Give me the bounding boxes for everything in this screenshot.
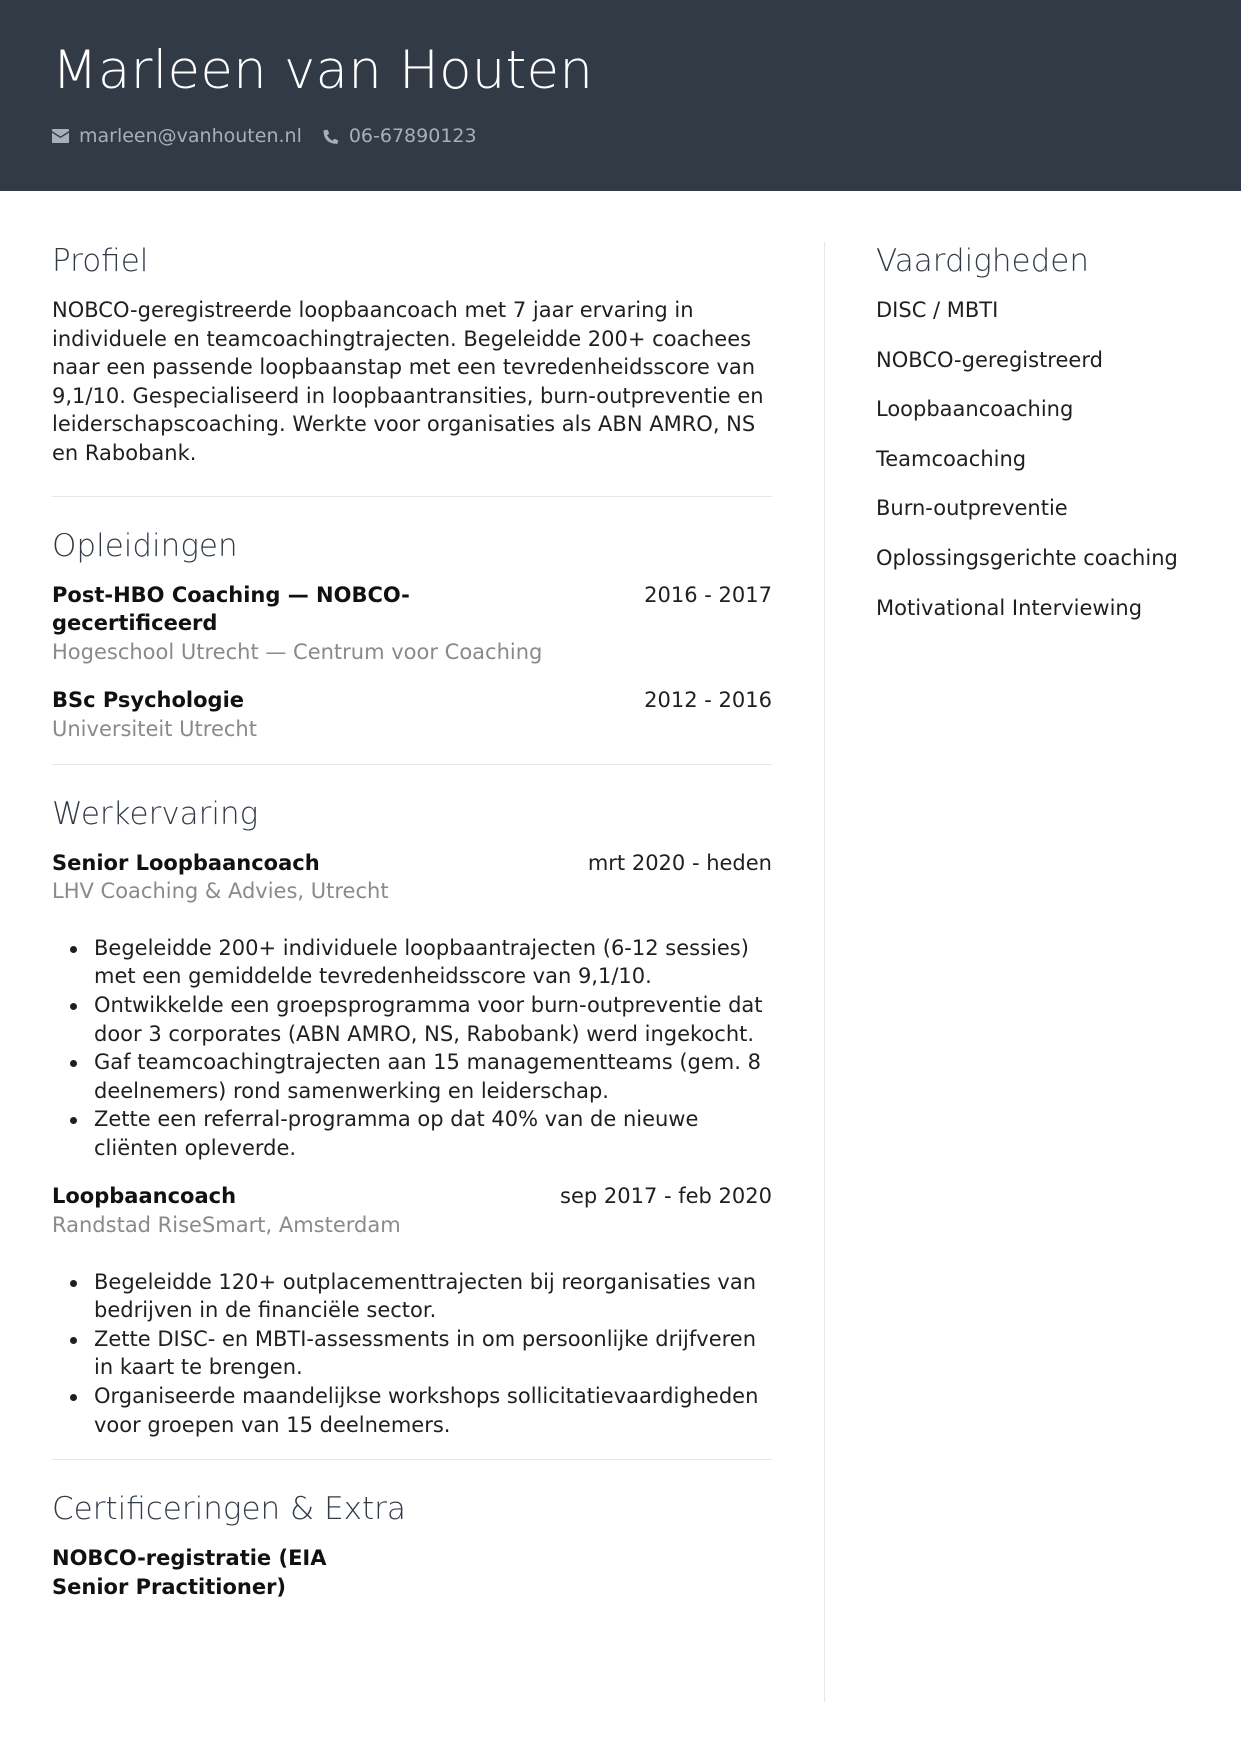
email-contact[interactable]: [52, 125, 302, 147]
education-degree: BSc Psychologie: [52, 688, 245, 713]
section-divider: [52, 1459, 772, 1460]
profile-title: Profiel: [52, 243, 149, 279]
job-dates: sep 2017 - feb 2020: [560, 1184, 772, 1209]
skill-item: DISC / MBTI: [876, 298, 999, 322]
section-divider: [52, 496, 772, 497]
skill-item: Burn-outpreventie: [876, 496, 1068, 521]
education-entry: [52, 581, 772, 667]
education-school: Hogeschool Utrecht — Centrum voor Coaching: [52, 639, 543, 664]
education-title: Opleidingen: [52, 527, 238, 564]
education-school: Universiteit Utrecht: [52, 716, 257, 741]
experience-title: Werkervaring: [52, 795, 259, 832]
job-bullet: Begeleidde 120+ outplacementtrajecten bij reorganisaties van bedrijven in de financiële sector.: [52, 1268, 772, 1325]
skill-item: NOBCO-geregistreerd: [876, 347, 1103, 372]
phone-contact[interactable]: [322, 125, 477, 147]
certifications-title: Certificeringen & Extra: [52, 1491, 406, 1528]
experience-section: [52, 795, 772, 1440]
section-divider: [52, 764, 772, 765]
skill-item: Teamcoaching: [876, 446, 1027, 471]
education-section: [52, 527, 772, 744]
profile-section: [52, 242, 772, 468]
envelope-icon: [52, 129, 69, 143]
education-degree: Post-HBO Coaching — NOBCO-gecertificeerd: [52, 582, 410, 636]
certifications-section: [52, 1490, 772, 1601]
phone-icon: [322, 128, 339, 145]
job-bullets: [52, 1268, 772, 1440]
job-bullet: Zette DISC- en MBTI-assessments in om persoonlijke drijfveren in kaart te brengen.: [52, 1325, 772, 1382]
certification-name: NOBCO-registratie (EIA Senior Practitioner): [52, 1546, 327, 1599]
job-bullet: Organiseerde maandelijkse workshops sollicitatievaardigheden voor groepen van 15 deelnemers.: [52, 1382, 772, 1439]
email-text: marleen@vanhouten.nl: [79, 125, 302, 147]
resume-header: [0, 0, 1241, 191]
skills-title: Vaardigheden: [876, 243, 1090, 279]
job-bullet: Zette een referral-programma op dat 40% van de nieuwe cliënten opleverde.: [52, 1105, 772, 1162]
skill-item: Motivational Interviewing: [876, 595, 1143, 620]
job-role: Loopbaancoach: [52, 1184, 237, 1209]
job-dates: mrt 2020 - heden: [587, 850, 772, 875]
sidebar: [876, 242, 1206, 643]
column-divider: [824, 242, 825, 1702]
education-dates: 2016 - 2017: [644, 582, 772, 607]
certification-entry: [52, 1544, 772, 1601]
job-company: Randstad RiseSmart, Amsterdam: [52, 1213, 401, 1238]
contact-info: [52, 122, 477, 150]
main-column: [52, 242, 772, 1621]
candidate-name: Marleen van Houten: [52, 40, 594, 101]
phone-text: 06-67890123: [348, 125, 477, 147]
job-bullets: [52, 934, 772, 1163]
job-role: Senior Loopbaancoach: [52, 850, 320, 875]
education-dates: 2012 - 2016: [644, 688, 772, 713]
skill-item: Loopbaancoaching: [876, 397, 1074, 422]
experience-entry: [52, 849, 772, 1163]
job-company: LHV Coaching & Advies, Utrecht: [52, 879, 389, 904]
profile-text: NOBCO-geregistreerde loopbaancoach met 7 jaar ervaring in individuele en teamcoachingtrajecten. Begeleidde 200+ coachees naar een passende loopbaanstap met een tevredenheidsscore van 9,1/10. Gespecialiseerd in loopbaantransities, burn-outpreventie en leiderschapscoaching. Werkte voor organisaties als ABN AMRO, NS en Rabobank.: [52, 298, 764, 465]
job-bullet: Ontwikkelde een groepsprogramma voor burn-outpreventie dat door 3 corporates (ABN AMRO, NS, Rabobank) werd ingekocht.: [52, 991, 772, 1048]
skill-item: Oplossingsgerichte coaching: [876, 545, 1178, 570]
job-bullet: Gaf teamcoachingtrajecten aan 15 managementteams (gem. 8 deelnemers) rond samenwerking en leiderschap.: [52, 1048, 772, 1105]
job-bullet: Begeleidde 200+ individuele loopbaantrajecten (6-12 sessies) met een gemiddelde tevredenheidsscore van 9,1/10.: [52, 934, 772, 991]
experience-entry: [52, 1182, 772, 1439]
education-entry: [52, 686, 772, 743]
